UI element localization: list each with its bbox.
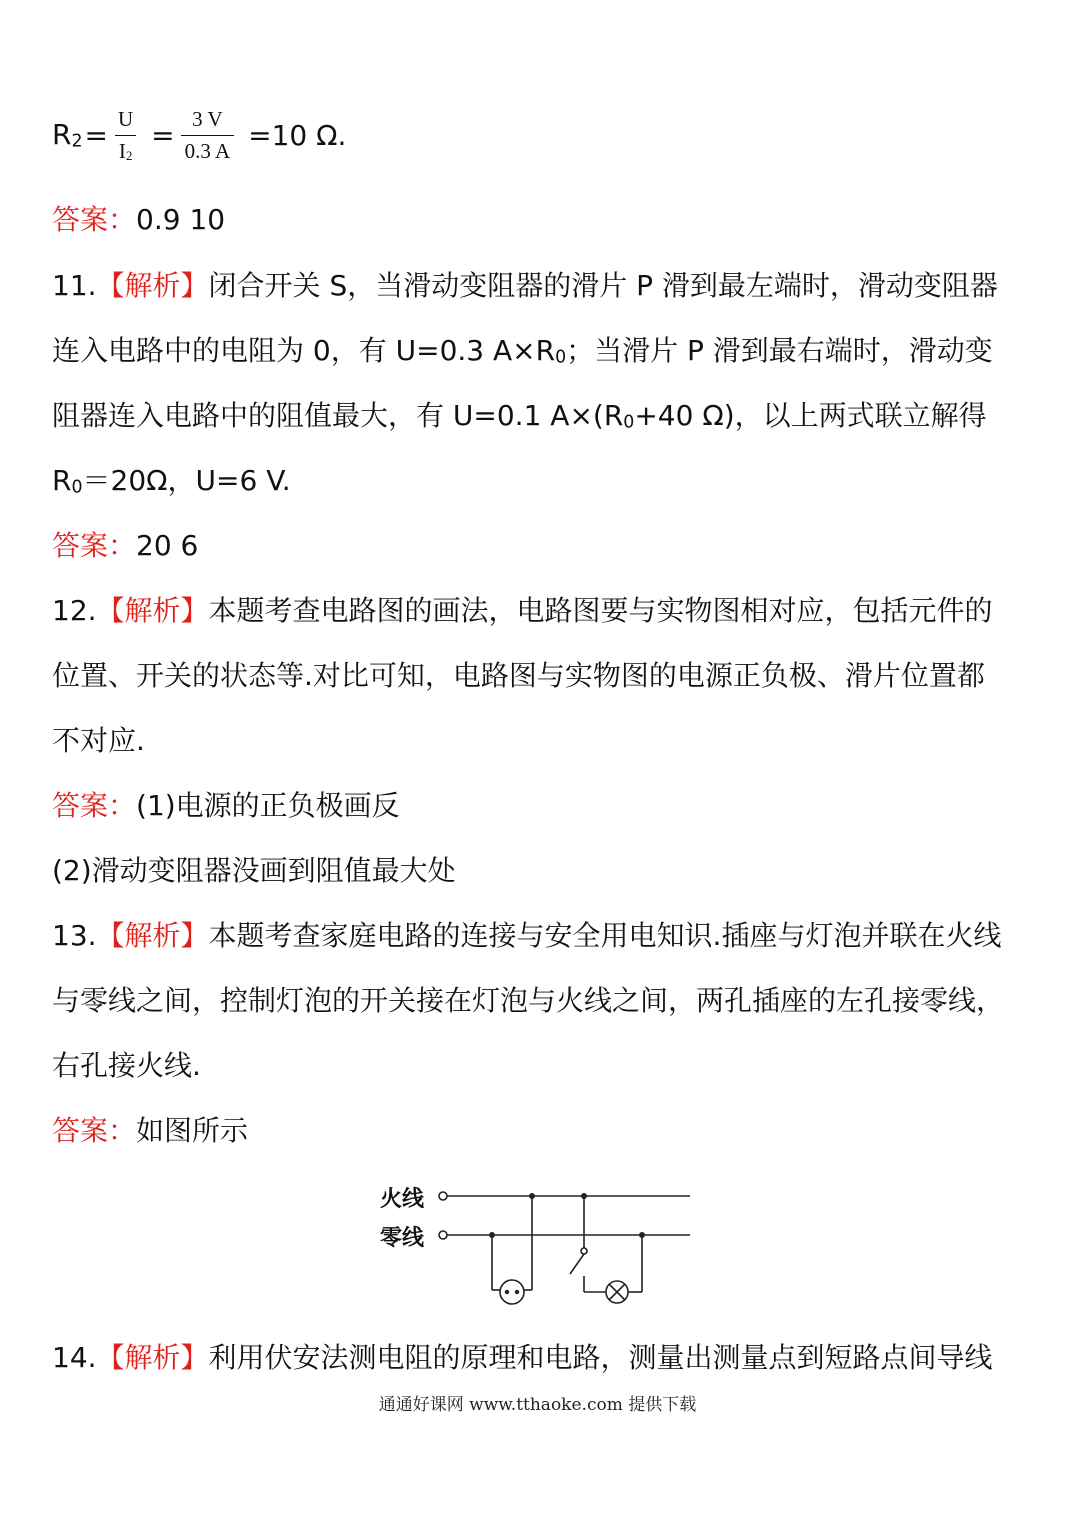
page-footer: 通通好课网 www.tthaoke.com 提供下载 [378, 1395, 697, 1415]
neutral-terminal [439, 1231, 447, 1239]
answer-label: 答案： [52, 203, 137, 236]
answer-label: 答案： [52, 529, 137, 562]
analysis-label: 【解析】 [96, 1341, 209, 1374]
q12-line-1: 12.【解析】本题考查电路图的画法，电路图要与实物图相对应，包括元件的 [52, 594, 993, 627]
q11-line-3: 阻器连入电路中的阻值最大，有 U=0.1 $A\times(R_0+40$ Ω)，以上两式联立解得 [52, 399, 987, 433]
live-wire-label: 火线 [380, 1187, 425, 1212]
answer-label: 答案： [52, 1114, 137, 1147]
analysis-label: 【解析】 [96, 919, 209, 952]
q10-answer: 答案：0.9 10 [52, 203, 226, 236]
q11-line-2: 连入电路中的电阻为 0，有 U=0.3 $A\times R_0$；当滑片 P 滑到最右端时，滑动变 [52, 334, 993, 368]
switch-icon [570, 1254, 584, 1274]
q11-line-4: $R_0=20\Omega$，U=6 V. [52, 464, 291, 498]
q12-answer-2: (2)滑动变阻器没画到阻值最大处 [52, 854, 456, 887]
live-terminal [439, 1192, 447, 1200]
q11-answer: 答案：20 6 [52, 529, 199, 562]
formula-result: =10 Ω. [248, 118, 347, 152]
junction-dot [529, 1193, 535, 1199]
formula-equals-2: = [151, 118, 175, 152]
q13-line-2: 与零线之间，控制灯泡的开关接在灯泡与火线之间，两孔插座的左孔接零线， [52, 984, 1005, 1017]
q12-answer-1: 答案：(1)电源的正负极画反 [52, 789, 400, 822]
q11-line-1: 11.【解析】闭合开关 S，当滑动变阻器的滑片 P 滑到最左端时，滑动变阻器 [52, 269, 998, 302]
q12-line-3: 不对应. [52, 724, 145, 757]
fraction-values: $\frac{3 V}{0.3 A}$ [181, 107, 235, 164]
q12-line-2: 位置、开关的状态等.对比可知，电路图与实物图的电源正负极、滑片位置都 [52, 659, 985, 692]
analysis-label: 【解析】 [96, 269, 209, 302]
household-circuit-diagram [376, 1172, 696, 1312]
formula-equals: = [84, 118, 108, 152]
junction-dot [489, 1232, 495, 1238]
junction-dot [581, 1193, 587, 1199]
q13-answer: 答案：如图所示 [52, 1114, 249, 1147]
formula-lhs: $R_2$ [52, 118, 83, 152]
resistance-formula [52, 102, 346, 168]
neutral-wire-label: 零线 [380, 1226, 425, 1251]
junction-dot [639, 1232, 645, 1238]
q13-line-3: 右孔接火线. [52, 1049, 201, 1082]
q13-line-1: 13.【解析】本题考查家庭电路的连接与安全用电知识.插座与灯泡并联在火线 [52, 919, 1002, 952]
socket-icon [500, 1280, 524, 1304]
fraction-u-over-i: $\frac{U}{I_2}$ [114, 107, 137, 164]
analysis-label: 【解析】 [96, 594, 209, 627]
q14-line-1: 14.【解析】利用伏安法测电阻的原理和电路，测量出测量点到短路点间导线 [52, 1341, 993, 1374]
answer-label: 答案： [52, 789, 137, 822]
